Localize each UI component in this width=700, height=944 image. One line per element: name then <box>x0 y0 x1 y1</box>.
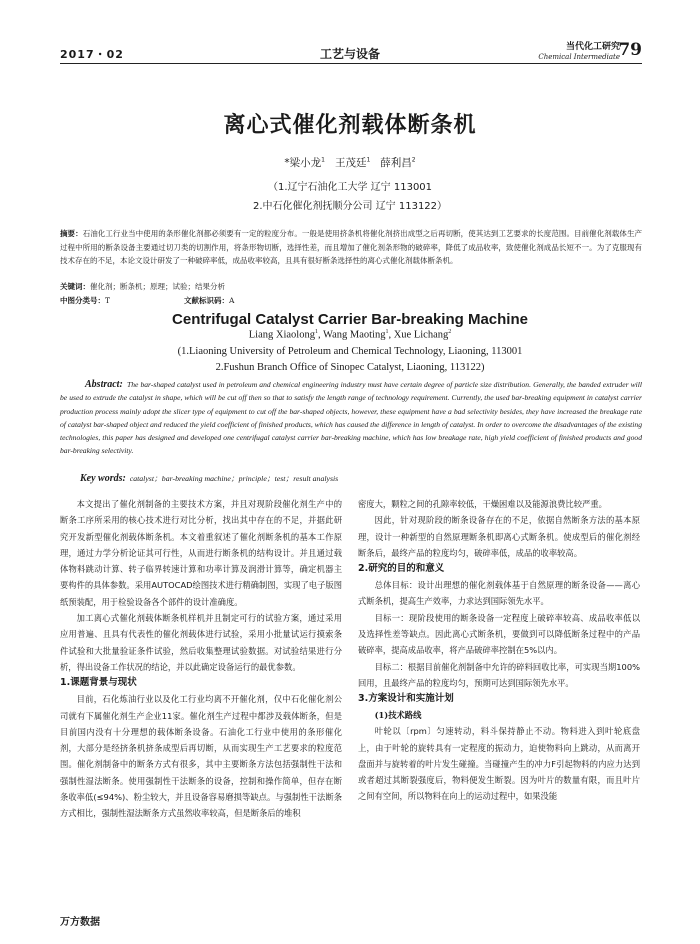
author-sup: 2 <box>411 156 416 164</box>
clc-value: T <box>105 296 111 305</box>
body-paragraph: 总体目标：设计出理想的催化剂载体基于自然原理的断条设备——离心式断条机，提高生产效率，力求达到国际领先水平。 <box>358 580 640 607</box>
body-paragraph: 加工离心式催化剂载体断条机样机并且制定可行的试验方案，通过采用应用普遍、且具有代表性的催化剂载体进行试验，采用小批量试运行摸索条件试验和大批量验证条件试验，然后收集整理试验数据。对试验结果进行分析，得出设备工作状况的结论，并以此确定设备运行的最优参数。 <box>60 613 342 672</box>
author-name: *梁小龙 <box>284 157 322 169</box>
authors-cn <box>0 155 700 170</box>
author-name-en: , Xue Lichang <box>388 329 449 341</box>
abstract-en-text: The bar-shaped catalyst used in petroleum and chemical engineering industry must have certain degree of particle size distribution. Generally, the banded extruder will be used to extrude the catalyst in shape, which will be cut off then so that to satisfy the length range of technology requirement. Currently, the used bar-breaking equipment in catalyst carrier production process mainly adopt the slicer type of equipment to cut off the bar-shaped objects, however, these equipment have a bad selectivity besides, they have increased the breakage rate of catalyst bar-shaped object and reduced the yield coefficient of finished products, which has caused the difference in length of catalyst. In order to overcome the disadvantages of the existing technologies, this paper has designed and developed one centrifugal catalyst carrier bar-breaking machine, which has low breakage rate, high yield coefficient of finished products and good bar-breaking selectivity. <box>60 380 643 456</box>
section-title: 工艺与设备 <box>319 47 380 61</box>
body-column-left <box>60 496 342 822</box>
keywords-en-text: catalyst；bar-breaking machine；principle；test；result analysis <box>129 474 339 483</box>
authors-en <box>0 329 700 341</box>
keywords-cn-text: 催化剂；断条机；原理；试验；结果分析 <box>90 282 225 291</box>
body-paragraph: 叶轮以〔rpm〕匀速转动，料斗保持静止不动。物料进入到叶轮底盘上，由于叶轮的旋转具有一定程度的振动力，迫使物料向上跳动，从而离开盘面并与旋转着的叶片发生碰撞。当碰撞产生的冲力F引起物料的内应力达到或者超过其断裂强度后，物料便发生断裂。因为叶片的数量有限，而且叶片之间有空间，所以物料在向上的运动过程中，如果没能 <box>358 726 640 802</box>
journal-name-cn: 当代化工研究 <box>565 42 620 52</box>
affiliation-en-2: 2.Fushun Branch Office of Sinopec Catalyst, Liaoning, 113122) <box>215 362 485 373</box>
doc-code <box>184 295 234 306</box>
author-sup-en: 1 <box>314 329 318 335</box>
affiliation-cn-1: （1.辽宁石油化工大学 辽宁 113001 <box>267 182 433 193</box>
abstract-cn <box>60 227 642 268</box>
article-title-cn: 离心式催化剂载体断条机 <box>223 113 477 138</box>
author-sup: 1 <box>366 156 371 164</box>
author-name-en: Liang Xiaolong <box>248 329 315 341</box>
header-rule <box>60 63 642 64</box>
keywords-cn-label: 关键词： <box>60 282 90 291</box>
doc-code-label: 文献标识码： <box>184 296 229 305</box>
page-number: 79 <box>618 40 642 60</box>
body-paragraph: 本文提出了催化剂制备的主要技术方案，并且对现阶段催化剂生产中的断条工序所采用的核心技术进行对比分析，找出其中存在的不足，并据此研究开发新型催化剂载体断条机。本文着重叙述了催化剂断条机的基本工作原理，通过力学分析论证其可行性，从而进行断条机的结构设计。并且通过载体物料跳动计算、转子临界转速计算和功率计算及润滑计算等，确定机器主要构件的具体参数。采用AUTOCAD绘图技术进行精确制图，实现了电子版图纸预装配，用于检验设备各个部件的设计准确度。 <box>60 499 342 607</box>
section-heading: 3.方案设计和实施计划 <box>358 693 454 705</box>
body-paragraph: 密度大，颗粒之间的孔隙率较低，干燥困难以及能源浪费比较严重。 <box>358 499 607 509</box>
abstract-cn-label: 摘要： <box>60 229 83 238</box>
article-title-en: Centrifugal Catalyst Carrier Bar-breaking Machine <box>172 311 528 328</box>
keywords-cn <box>60 281 225 292</box>
body-column-right <box>358 496 640 805</box>
author-sup: 1 <box>321 156 325 164</box>
issue-number: 2017・02 <box>60 48 124 61</box>
author-name: 薛利昌 <box>380 157 412 169</box>
body-paragraph: 目标一：现阶段使用的断条设备一定程度上破碎率较高、成品收率低以及选择性差等缺点。因此离心式断条机，要做到可以降低断条过程中的产品破碎率，提高成品收率，将产品破碎率控制在5%以内。 <box>358 612 640 656</box>
classification-row <box>60 295 235 306</box>
author-name: 王茂廷 <box>334 157 367 169</box>
author-name-en: , Wang Maoting <box>317 329 386 341</box>
keywords-en: Key words: catalyst；bar-breaking machine；principle；test；result analysis <box>80 473 339 484</box>
subsection-heading: (1)技术路线 <box>374 710 422 721</box>
author-sup-en: 1 <box>385 329 389 335</box>
abstract-en-label: Abstract <box>85 379 120 390</box>
affiliation-cn-2: 2.中石化催化剂抚顺分公司 辽宁 113122） <box>252 201 448 212</box>
abstract-cn-text: 石油化工行业当中使用的条形催化剂都必须要有一定的粒度分布。一般是使用挤条机将催化剂挤出成型之后再切断，使其达到工艺要求的长度范围。目前催化剂载体生产过程中所用的断条设备主要通过切刀类的切割作用，将条形物切断，选择性差，而且增加了催化剂条形物的破碎率，降低了成品收率，致使催化剂成品长短不一。为了克服现有技术存在的不足，本论文设计研发了一种破碎率低，成品收率较高，且具有很好断条选择性的离心式催化剂载体断条机。 <box>60 229 643 265</box>
footer-watermark: 万方数据 <box>60 917 100 928</box>
section-heading: 1.课题背景与现状 <box>60 677 137 689</box>
journal-name-en: Chemical Intermediate <box>538 53 620 61</box>
body-paragraph: 因此，针对现阶段的断条设备存在的不足，依据自然断条方法的基本原理，设计一种新型的自然原理断条机即离心式断条机。使成型后的催化剂经断条后，最终产品的粒度均匀，破碎率低，成品的收率较高。 <box>358 515 640 558</box>
abstract-en: Abstract: The bar-shaped catalyst used in petroleum and chemical engineering industry must have certain degree of particle size distribution. Generally, the banded extruder will be used to extrude the catalyst in shape, which will be cut off then so that to satisfy the length range of technology requirement. Currently, the used bar-breaking equipment in catalyst carrier production process mainly adopt the slicer type of equipment to cut off the bar-shaped objects, however, these equipment have a bad selectivity besides, they have increased the breakage rate of catalyst bar-shaped object and reduced the yield coefficient of finished products, which has caused the difference in length of catalyst. In order to overcome the disadvantages of the existing technologies, this paper has designed and developed one centrifugal catalyst carrier bar-breaking machine, which has low breakage rate, high yield coefficient of finished products and good bar-breaking selectivity. <box>60 379 643 456</box>
clc-label: 中图分类号： <box>60 296 105 305</box>
body-paragraph: 目标二：根据目前催化剂制备中允许的碎料回收比率，可实现当期100%回用，且最终产品的粒度均匀，预期可达到国际领先水平。 <box>358 661 640 688</box>
section-heading: 2.研究的目的和意义 <box>358 563 445 575</box>
affiliation-en-1: (1.Liaoning University of Petroleum and Chemical Technology, Liaoning, 113001 <box>177 346 523 357</box>
doc-code-value: A <box>229 296 235 305</box>
author-sup-en: 2 <box>448 329 452 335</box>
keywords-en-label: Key words <box>80 473 123 484</box>
body-paragraph: 目前，石化炼油行业以及化工行业均离不开催化剂，仅中石化催化剂公司就有下属催化剂生产企业11家。催化剂生产过程中都涉及载体断条，但是目前国内没有十分理想的载体断条设备。石油化工行业中使用的条形催化剂，大部分是经挤条机挤条成型后再切断，从而实现生产工艺要求的粒度范围。催化剂制备中的断条方式有很多，其中主要断条方法包括强制性干法和强制性湿法断条。使用强制性干法断条的设备，控制和操作简单，但存在断条收率低(≤94%)、粉尘较大，并且设备容易磨损等缺点。与强制性干法断条方式相比，强制性湿法断条方式虽然收率较高，但是断条后的堆积 <box>60 694 342 819</box>
journal-name <box>538 42 620 62</box>
